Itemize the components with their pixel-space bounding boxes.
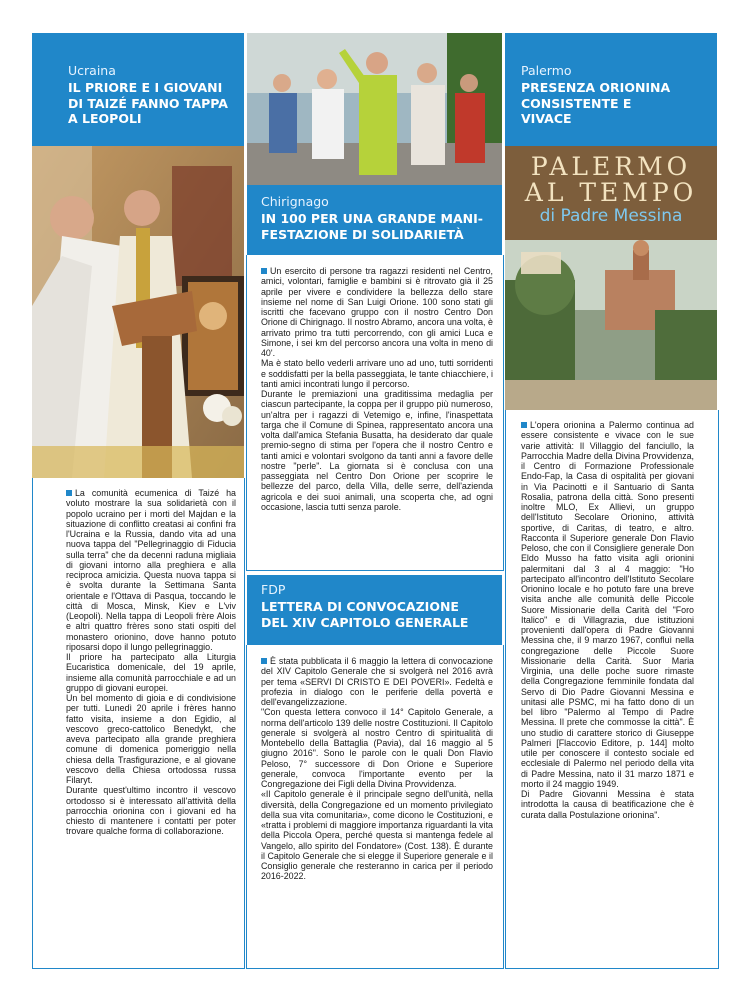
square-bullet-icon xyxy=(261,268,267,274)
ukraine-paragraph: Il priore ha partecipato alla Liturgia Eucaristica domenicale, del 19 aprile, insieme alla comunità parrocchiale e ad un gruppo di giovani europei. xyxy=(66,652,236,693)
fdp-paragraph: È stata pubblicata il 6 maggio la lettera di convocazione del XIV Capitolo Generale che si svolgerà nel 2016 avrà per tema «SERVI DI CRISTO E DEI POVERI». Fedeltà e profezia in dialogo con le periferie della povertà e dell'evangelizzazione. xyxy=(261,656,493,707)
book-title-line1: PALERMO xyxy=(530,152,692,181)
palermo-paragraph: Di Padre Giovanni Messina è stata introdotta la causa di beatificazione che è curata dalla Postulazione orionina". xyxy=(521,789,694,820)
chirignago-article xyxy=(261,266,493,512)
ukraine-kicker: Ucraina xyxy=(68,63,116,78)
palermo-header xyxy=(505,33,717,146)
palermo-article xyxy=(521,420,694,820)
fdp-title: LETTERA DI CONVOCAZIONE DEL XIV CAPITOLO GENERALE xyxy=(261,599,469,630)
chirignago-photo-walkers xyxy=(247,33,502,185)
palermo-title: PRESENZA ORIONINA CONSISTENTE E VIVACE xyxy=(521,80,671,126)
chirignago-kicker: Chirignago xyxy=(261,194,329,209)
square-bullet-icon xyxy=(521,422,527,428)
book-title xyxy=(505,154,717,206)
ukraine-title: IL PRIORE E I GIOVANI DI TAIZÉ FANNO TAPPA A LEOPOLI xyxy=(68,80,228,126)
chirignago-paragraph: Durante le premiazioni una graditissima medaglia per ciascun partecipante, la coppa per il gruppo più numeroso, un'altra per i ragazzi di Vetemigo e, infine, l'inaspettata targa che il Comune di Spinea, rappresentato ancora una volta dall'amica Stefania Busatta, ha desiderato dar quale premio-segno di stima per l'opera che il nostro Centro e tanti amici e volontari svolgono da tanti anni a favore delle nostre "perle". La giornata si è conclusa con una passeggiata nel Centro Don Orione per scoprire le bellezze del parco, della Villa, delle serre, dell'azienda agricola e dei suoi animali, una scoperta che, ad ogni occasione, lascia tutti senza parole. xyxy=(261,389,493,512)
chirignago-paragraph: Ma è stato bello vederli arrivare uno ad uno, tutti sorridenti e soddisfatti per la bella passeggiata, le tante chiacchiere, i tanti amici incontrati lungo il percorso. xyxy=(261,358,493,389)
fdp-article xyxy=(261,656,493,882)
chirignago-title: IN 100 PER UNA GRANDE MANI- FESTAZIONE DI SOLIDARIETÀ xyxy=(261,211,483,242)
ukraine-paragraph: Durante quest'ultimo incontro il vescovo ortodosso si è interessato all'attività della parrocchia orionina con i giovani ed ha chiesto di mantenere i contatti per poter trovare qualche forma di collaborazione. xyxy=(66,785,236,837)
square-bullet-icon xyxy=(261,658,267,664)
chirignago-header xyxy=(247,185,502,255)
palermo-kicker: Palermo xyxy=(521,63,572,78)
ukraine-paragraph: Un bel momento di gioia e di condivisione per tutti. Lunedì 20 aprile i frères hanno fatto visita, insieme a don Egidio, al vescovo greco-cattolico Benedykt, che aveva partecipato alla grande preghiera comune di domenica pomeriggio nella chiesa della Trasfigurazione, e al giovane vescovo della Chiesa ortodossa russa Filaryt. xyxy=(66,693,236,785)
fdp-header xyxy=(247,575,502,645)
fdp-paragraph: «Il Capitolo generale è il principale segno dell'unità, nella diversità, della Congregazione ed un momento privilegiato della sua vita comunitaria», come dicono le Costituzioni, e «tratta i problemi di maggiore importanza riguardanti la vita della Piccola Opera, perché questa si mantenga fedele al Vangelo, allo spirito del Fondatore» (Cost. 138). È durante il Capitolo Generale che si elegge il Superiore generale e il Consiglio generale che resteranno in carica per il periodo 2016-2022. xyxy=(261,789,493,882)
fdp-kicker: FDP xyxy=(261,582,286,597)
ukraine-header xyxy=(32,33,244,146)
palermo-book-cover xyxy=(505,146,717,410)
ukraine-photo-liturgy xyxy=(32,146,244,478)
square-bullet-icon xyxy=(66,490,72,496)
ukraine-article xyxy=(66,488,236,837)
palermo-paragraph: L'opera orionina a Palermo continua ad essere consistente e vivace con le sue varie attività: Il Villaggio del fanciullo, la Parrocchia Madre della Divina Provvidenza, il Centro di Formazione Professionale Endo-Fap, la Casa di ospitalità per giovani in Via Pacinotti e il Santuario di Santa Rosalia, patrona della città. Sono presenti inoltre MLO, Ex Allievi, un gruppo dell'Istituto Secolare Orionino, attività sportive, di Caritas, di teatro, e altro. Racconta il Superiore generale Don Flavio Peloso, che con il Consigliere generale Don Eldo Musso ha fatto visita agli orionini palermitani dal 3 al 4 maggio: "Ho partecipato all'incontro dell'Istituto Secolare Orionino locale e ho potuto fare una breve visita anche alle comunità delle Piccole Suore Missionarie della Carità del "Foro Italico" e di Villagrazia, due istituzioni provenienti dall'opera di Padre Giovanni Messina che, il 9 marzo 1967, confluì nella congregazione delle Piccole Suore Missionarie della Carità. Suor Maria Virginia, una delle poche suore rimaste della Congregazione femminile fondata dal Servo di Dio Padre Giovanni Messina e unitasi alle PSMC, mi ha fatto dono di un bel libro "Palermo al Tempo di Padre Messina. Il prete che commosse la città". È uno studio di carattere storico di Giuseppe Palmeri [Flaccovio Editore, p. 144] molto utile per conoscere il contesto sociale ed ecclesiale di Palermo nel periodo della vita di Padre Messina, nato il 31 marzo 1871 e morto il 24 maggio 1949. xyxy=(521,420,694,789)
book-title-line2: AL TEMPO xyxy=(524,178,698,207)
book-subtitle: di Padre Messina xyxy=(539,206,683,226)
book-cover-illustration xyxy=(505,240,717,410)
ukraine-paragraph: La comunità ecumenica di Taizé ha voluto mostrare la sua solidarietà con il popolo ucraino per i morti del Majdan e la situazione di conflitto creatasi ai confini fra l'Ucraina e la Russia, dando vita ad una nuova tappa del "Pellegrinaggio di Fiducia sulla terra" che da decenni raduna migliaia di giovani intorno alla preghiera e alla reciproca amicizia. Questa nuova tappa si è svolta durante la Settimana Santa orientale e l'Ottava di Pasqua, toccando le città di Mosca, Minsk, Kiev e L'viv (Leopoli). Nella tappa di Leopoli frère Alois e altri quattro frères sono stati ospiti del monastero orionino, dove hanno potuto riposarsi dopo il lungo pellegrinaggio. xyxy=(66,488,236,652)
fdp-paragraph: "Con questa lettera convoco il 14° Capitolo Generale, a norma dell'articolo 139 delle nostre Costituzioni. Il Capitolo generale si svolgerà al nostro Centro di spiritualità di Montebello della Battaglia (Pavia), dal 16 maggio al 5 giugno 2016". Sono le parole con le quali Don Flavio Peloso, 7° successore di Don Orione e Superiore generale, convoca l'importante evento per la Congregazione dei Figli della Divina Provvidenza. xyxy=(261,707,493,789)
chirignago-paragraph: Un esercito di persone tra ragazzi residenti nel Centro, amici, volontari, famiglie e bambini si è ritrovato già il 25 aprile per vivere e condividere la bellezza dello stare insieme nel nome di San Luigi Orione. 100 sono stati gli iscritti che facevano gruppo con il nostro Centro Don Orione di Chirignago. Il nostro Abramo, ancora una volta, è arrivato primo tra tutti percorrendo, con gli amici Luca e Simone, i sei km del percorso ancora una volta in meno di 40'. xyxy=(261,266,493,358)
